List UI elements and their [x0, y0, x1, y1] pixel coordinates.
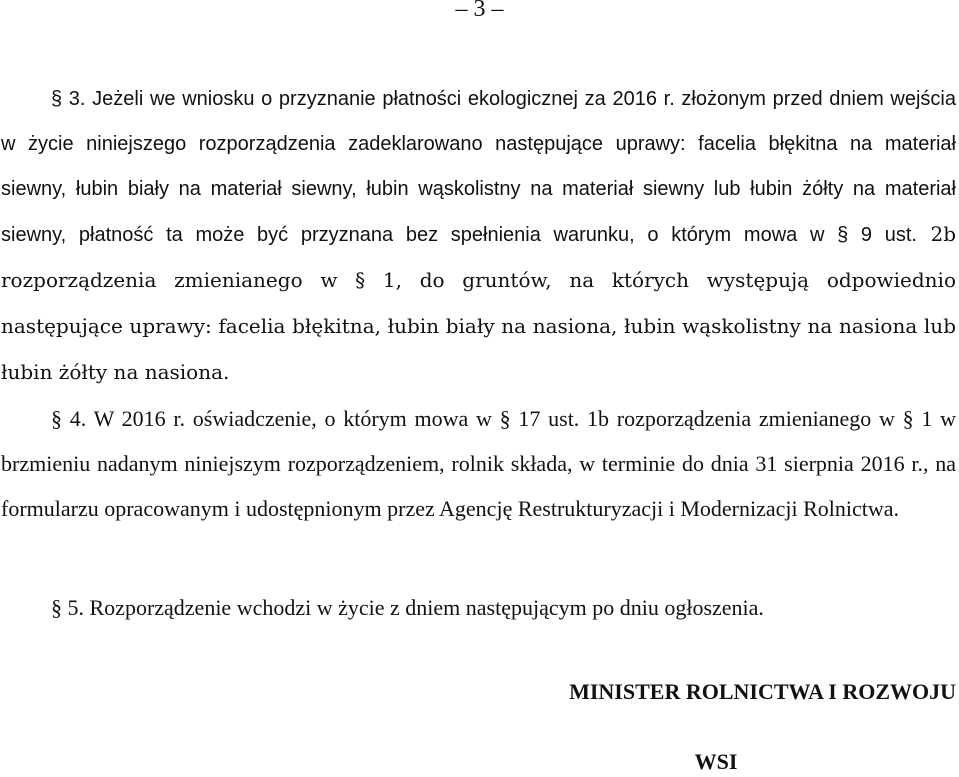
paragraph-3-text-part2: 2b rozporządzenia zmienianego w § 1, do gruntów, na których występują odpowiednio następujące uprawy: facelia błękitna, łubin biały na nasiona, łubin wąskolistny na nasiona lub łubin żółty na nasiona. [1, 222, 956, 384]
paragraph-4-text: § 4. W 2016 r. oświadczenie, o którym mowa w § 17 ust. 1b rozporządzenia zmienianego w § 1 w brzmieniu nadanym niniejszym rozporządzeniem, rolnik składa, w terminie do dnia 31 sierpnia 2016 r., na formularzu opracowanym i udostępnionym przez Agencję Restrukturyzacji i Modernizacji Rolnictwa. [1, 406, 956, 521]
signature-title: MINISTER ROLNICTWA I ROZWOJU [569, 679, 956, 704]
paragraph-5 [1, 585, 956, 630]
paragraph-4 [1, 396, 956, 531]
page-number: – 3 – [455, 0, 504, 22]
signature-subtitle: WSI [694, 749, 738, 774]
paragraph-5-text: § 5. Rozporządzenie wchodzi w życie z dniem następującym po dniu ogłoszenia. [51, 595, 764, 620]
paragraph-3-text-part1: § 3. Jeżeli we wniosku o przyznanie płatności ekologicznej za 2016 r. złożonym przed dniem wejścia w życie niniejszego rozporządzenia zadeklarowano następujące uprawy: facelia błękitna na materiał siewny, łubin biały na materiał siewny, łubin wąskolistny na materiał siewny lub łubin żółty na materiał siewny, płatność ta może być przyznana bez spełnienia warunku, o którym mowa w § 9 ust. [1, 88, 956, 246]
paragraph-3 [1, 77, 956, 396]
signature-block [496, 677, 956, 774]
